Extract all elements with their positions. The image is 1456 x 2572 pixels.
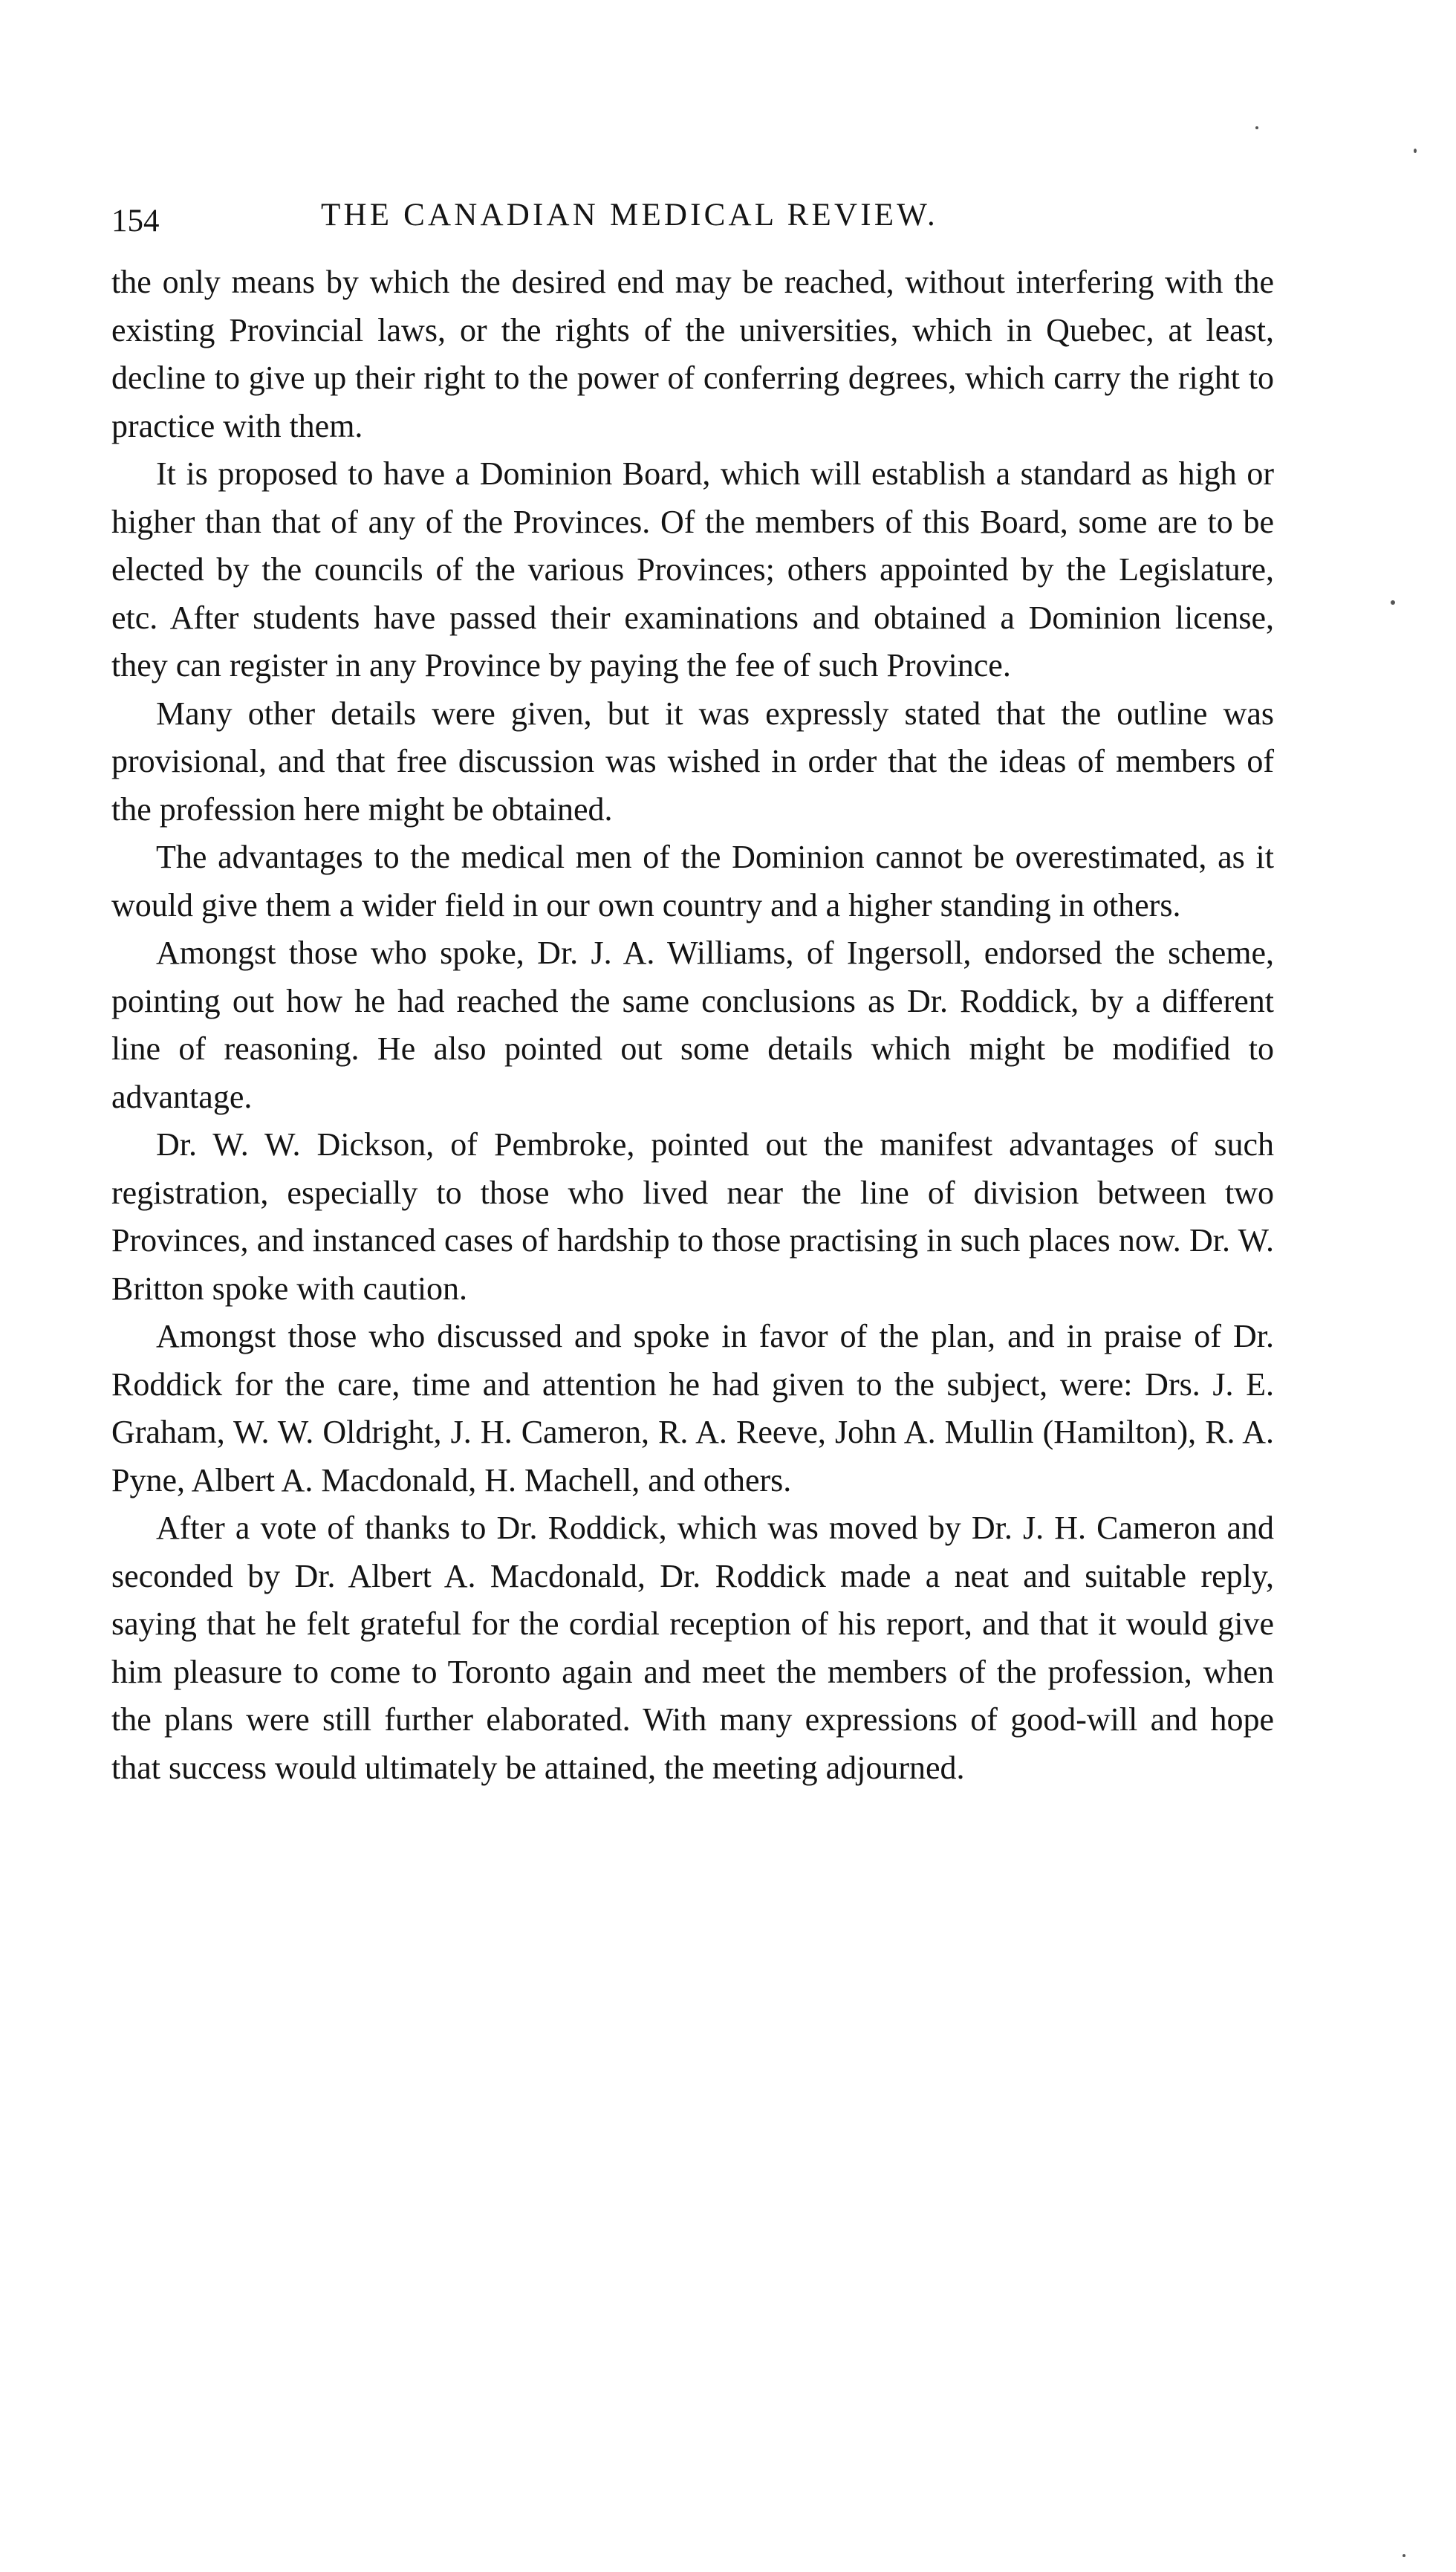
running-title: THE CANADIAN MEDICAL REVIEW. — [321, 198, 939, 233]
paragraph-dominion-board: It is proposed to have a Dominion Board, which will establish a standard as high or higher than that of any of the Provinces. Of the members of this Board, some are to be elected by the councils of the various Provinces; others appointed by the Legislature, etc. After students have passed their examinations and obtained a Dominion license, they can register in any Province by paying the fee of such Province. — [111, 455, 1274, 683]
scan-speck — [1403, 2554, 1405, 2557]
paragraph-supporters: Amongst those who discussed and spoke in favor of the plan, and in praise of Dr. Roddick for the care, time and attention he had given to the subject, were: Drs. J. E. Graham, W. W. Oldright, J. H. Cameron, R. A. Reeve, John A. Mullin (Hamilton), R. A. Pyne, Albert A. Macdonald, H. Machell, and others. — [111, 1318, 1274, 1498]
page-number: 154 — [111, 204, 160, 238]
paragraph-closing: After a vote of thanks to Dr. Roddick, which was moved by Dr. J. H. Cameron and seconded by Dr. Albert A. Macdonald, Dr. Roddick made a neat and suitable reply, saying that he felt grateful for the cordial reception of his report, and that it would give him pleasure to come to Toronto again and meet the members of the profession, when the plans were still further elaborated. With many expressions of good-will and hope that success would ultimately be attained, the meeting adjourned. — [111, 1510, 1274, 1786]
paragraph-williams: Amongst those who spoke, Dr. J. A. Williams, of Ingersoll, endorsed the scheme, pointing out how he had reached the same conclusions as Dr. Roddick, by a different line of reasoning. He also pointed out some details which might be modified to advantage. — [111, 935, 1274, 1115]
scan-speck — [1414, 149, 1417, 153]
article-body — [111, 259, 1274, 1792]
running-head — [111, 193, 1274, 238]
paragraph-provisional-outline: Many other details were given, but it was expressly stated that the outline was provisional, and that free discussion was wished in order that the ideas of members of the profession here might be obtained. — [111, 695, 1274, 828]
scan-speck — [1391, 600, 1395, 605]
paragraph-continuation: the only means by which the desired end may be reached, without interfering with the existing Provincial laws, or the rights of the universities, which in Quebec, at least, decline to give up their right to the power of conferring degrees, which carry the right to practice with them. — [111, 264, 1274, 444]
paragraph-dickson: Dr. W. W. Dickson, of Pembroke, pointed out the manifest advantages of such registration, especially to those who lived near the line of division between two Provinces, and instanced cases of hardship to those practising in such places now. Dr. W. Britton spoke with caution. — [111, 1126, 1274, 1307]
paragraph-advantages: The advantages to the medical men of the Dominion cannot be overestimated, as it would give them a wider field in our own country and a higher standing in others. — [111, 839, 1274, 923]
scan-speck — [1255, 126, 1258, 129]
book-page — [111, 193, 1274, 1792]
